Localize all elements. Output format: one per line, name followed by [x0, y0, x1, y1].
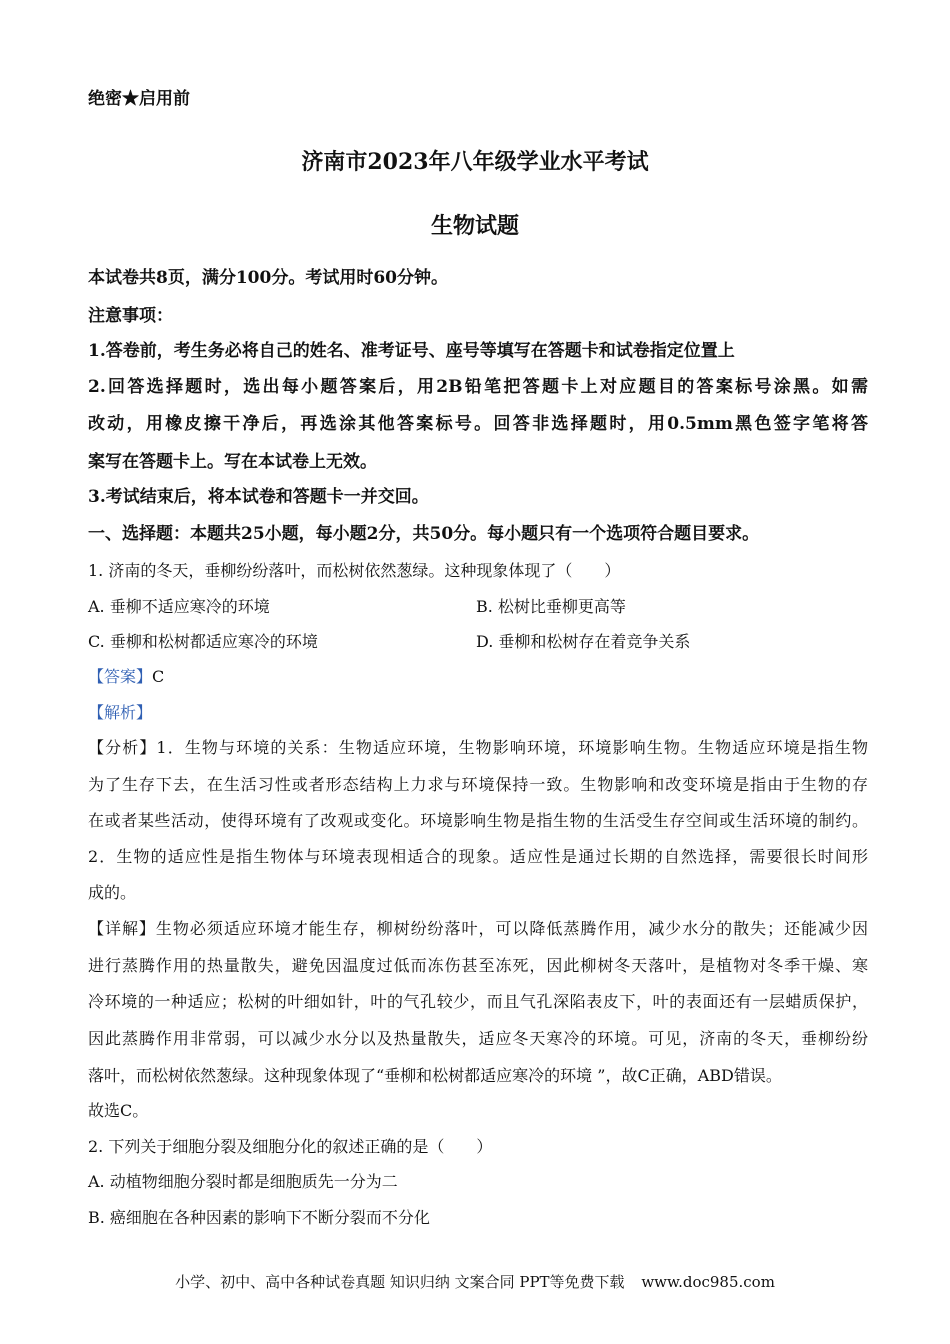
q1-detail-line-2: 进行蒸腾作用的热量散失，避免因温度过低而冻伤甚至冻死，因此柳树冬天落叶，是植物对冬季干燥、寒	[88, 956, 868, 975]
answer-value: C	[152, 667, 165, 686]
footer-url[interactable]: www.doc985.com	[641, 1273, 775, 1291]
section-heading: 一、选择题：本题共25小题，每小题2分，共50分。每小题只有一个选项符合题目要求。	[88, 524, 760, 544]
q1-answer	[88, 667, 164, 687]
q2-option-a: A. 动植物细胞分裂时都是细胞质先一分为二	[88, 1172, 398, 1191]
q1-stem: 1. 济南的冬天，垂柳纷纷落叶，而松树依然葱绿。这种现象体现了（ ）	[88, 561, 621, 580]
notice-3: 3.考试结束后，将本试卷和答题卡一并交回。	[88, 487, 429, 507]
exam-info: 本试卷共8页，满分100分。考试用时60分钟。	[88, 268, 448, 288]
analysis-tag: 【解析】	[88, 703, 153, 722]
q1-option-c: C. 垂柳和松树都适应寒冷的环境	[88, 632, 318, 651]
q2-stem: 2. 下列关于细胞分裂及细胞分化的叙述正确的是（ ）	[88, 1137, 493, 1156]
q1-analysis-line-1: 【分析】1．生物与环境的关系：生物适应环境，生物影响环境，环境影响生物。生物适应环境是指生物	[88, 738, 868, 757]
page-footer	[0, 1271, 950, 1292]
notice-2-line-3: 案写在答题卡上。写在本试卷上无效。	[88, 452, 377, 472]
q2-option-b: B. 癌细胞在各种因素的影响下不断分裂而不分化	[88, 1208, 430, 1227]
q1-option-b: B. 松树比垂柳更高等	[476, 597, 626, 616]
footer-text: 小学、初中、高中各种试卷真题 知识归纳 文案合同 PPT等免费下载	[175, 1273, 625, 1291]
q1-detail-line-1: 【详解】生物必须适应环境才能生存，柳树纷纷落叶，可以降低蒸腾作用，减少水分的散失；还能减少因	[88, 919, 868, 938]
q1-analysis-line-4: 2．生物的适应性是指生物体与环境表现相适合的现象。适应性是通过长期的自然选择，需要很长时间形	[88, 847, 868, 866]
q1-detail-line-3: 冷环境的一种适应；松树的叶细如针，叶的气孔较少，而且气孔深陷表皮下，叶的表面还有一层蜡质保护，	[88, 992, 868, 1011]
exam-title: 济南市2023年八年级学业水平考试	[301, 149, 649, 175]
secret-label: 绝密★启用前	[88, 89, 190, 109]
notice-2-line-2: 改动，用橡皮擦干净后，再选涂其他答案标号。回答非选择题时，用0.5mm黑色签字笔将答	[88, 414, 868, 434]
q1-detail-line-4: 因此蒸腾作用非常弱，可以减少水分以及热量散失，适应冬天寒冷的环境。可见，济南的冬天，垂柳纷纷	[88, 1029, 868, 1048]
q1-detail-line-5: 落叶，而松树依然葱绿。这种现象体现了“垂柳和松树都适应寒冷的环境 ”，故C正确，ABD错误。	[88, 1066, 782, 1085]
notice-2-line-1: 2.回答选择题时，选出每小题答案后，用2B铅笔把答题卡上对应题目的答案标号涂黑。如需	[88, 377, 868, 397]
exam-subtitle: 生物试题	[430, 213, 519, 239]
q1-option-a: A. 垂柳不适应寒冷的环境	[88, 597, 270, 616]
answer-tag: 【答案】	[88, 667, 153, 686]
q1-option-d: D. 垂柳和松树存在着竞争关系	[476, 632, 691, 651]
q1-analysis-line-3: 在或者某些活动，使得环境有了改观或变化。环境影响生物是指生物的生活受生存空间或生活环境的制约。	[88, 811, 868, 830]
q1-analysis-line-5: 成的。	[88, 883, 137, 902]
q1-detail-line-6: 故选C。	[88, 1101, 149, 1120]
notice-heading: 注意事项：	[88, 306, 173, 326]
q1-analysis-line-2: 为了生存下去，在生活习性或者形态结构上力求与环境保持一致。生物影响和改变环境是指由于生物的存	[88, 775, 868, 794]
notice-1: 1.答卷前，考生务必将自己的姓名、准考证号、座号等填写在答题卡和试卷指定位置上	[88, 341, 735, 361]
